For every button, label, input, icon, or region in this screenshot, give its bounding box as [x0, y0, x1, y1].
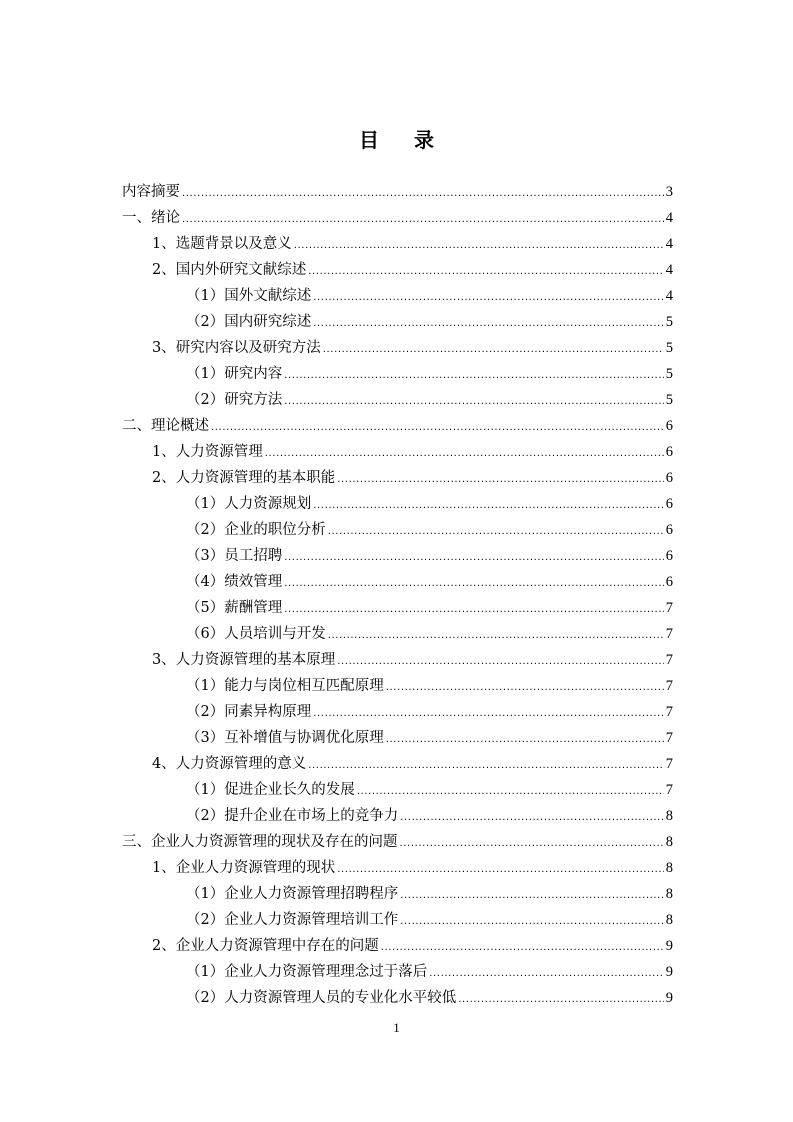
toc-dot-leader	[386, 734, 664, 745]
toc-dot-leader	[337, 656, 664, 667]
toc-entry-title: （5）薪酬管理	[186, 600, 283, 616]
toc-entry[interactable]	[122, 232, 673, 258]
toc-entry-title: （2）同素异构原理	[186, 704, 312, 720]
toc-entry-title: （1）国外文献综述	[186, 288, 312, 304]
toc-entry[interactable]	[122, 466, 673, 492]
toc-entry[interactable]	[122, 882, 673, 908]
toc-entry-title: 1、企业人力资源管理的现状	[152, 860, 336, 876]
toc-dot-leader	[308, 266, 664, 277]
toc-entry-page: 7	[665, 782, 673, 798]
page-title: 目 录	[359, 128, 448, 152]
toc-entry-page: 5	[665, 340, 673, 356]
toc-entry-page: 8	[665, 886, 673, 902]
toc-dot-leader	[211, 422, 664, 433]
toc-entry[interactable]	[122, 570, 673, 596]
toc-entry-page: 6	[665, 496, 673, 512]
toc-entry-page: 6	[665, 548, 673, 564]
toc-dot-leader	[284, 552, 664, 563]
toc-entry-page: 6	[665, 418, 673, 434]
toc-entry-title: 2、企业人力资源管理中存在的问题	[152, 938, 379, 954]
toc-dot-leader	[400, 890, 664, 901]
toc-entry[interactable]	[122, 596, 673, 622]
toc-dot-leader	[284, 578, 664, 589]
toc-entry-title: 1、选题背景以及意义	[152, 236, 292, 252]
toc-dot-leader	[308, 760, 664, 771]
toc-entry[interactable]	[122, 388, 673, 414]
toc-entry-title: （1）能力与岗位相互匹配原理	[186, 678, 384, 694]
toc-entry-page: 9	[665, 938, 673, 954]
toc-dot-leader	[328, 526, 664, 537]
toc-entry-page: 8	[665, 912, 673, 928]
toc-entry-title: 2、人力资源管理的基本职能	[152, 470, 336, 486]
toc-entry[interactable]	[122, 414, 673, 440]
toc-entry-title: 3、人力资源管理的基本原理	[152, 652, 336, 668]
toc-entry[interactable]	[122, 180, 673, 206]
toc-dot-leader	[284, 604, 664, 615]
toc-entry-title: 三、企业人力资源管理的现状及存在的问题	[122, 834, 398, 850]
toc-entry-title: （3）员工招聘	[186, 548, 283, 564]
toc-entry-title: 4、人力资源管理的意义	[152, 756, 307, 772]
page-number: 1	[393, 1020, 400, 1035]
toc-entry-page: 6	[665, 444, 673, 460]
toc-entry-page: 5	[665, 314, 673, 330]
toc-entry-title: 3、研究内容以及研究方法	[152, 340, 321, 356]
toc-entry-page: 5	[665, 392, 673, 408]
toc-entry[interactable]	[122, 440, 673, 466]
toc-entry[interactable]	[122, 908, 673, 934]
toc-dot-leader	[313, 318, 664, 329]
toc-entry-title: （3）互补增值与协调优化原理	[186, 730, 384, 746]
toc-entry-page: 6	[665, 574, 673, 590]
toc-entry-page: 6	[665, 522, 673, 538]
toc-dot-leader	[400, 838, 664, 849]
toc-entry[interactable]	[122, 778, 673, 804]
toc-entry[interactable]	[122, 934, 673, 960]
toc-entry-page: 6	[665, 470, 673, 486]
toc-entry[interactable]	[122, 804, 673, 830]
toc-entry-page: 7	[665, 652, 673, 668]
toc-entry-page: 8	[665, 860, 673, 876]
toc-entry[interactable]	[122, 960, 673, 986]
toc-entry[interactable]	[122, 622, 673, 648]
toc-entry-title: 二、理论概述	[122, 418, 209, 434]
toc-entry-title: （1）研究内容	[186, 366, 283, 382]
toc-entry-page: 3	[665, 184, 673, 200]
toc-entry[interactable]	[122, 648, 673, 674]
toc-entry[interactable]	[122, 674, 673, 700]
toc-entry-title: （2）企业人力资源管理培训工作	[186, 912, 399, 928]
toc-entry-page: 7	[665, 756, 673, 772]
toc-entry[interactable]	[122, 856, 673, 882]
toc-dot-leader	[328, 630, 664, 641]
toc-entry[interactable]	[122, 258, 673, 284]
toc-dot-leader	[386, 682, 664, 693]
toc-entry[interactable]	[122, 336, 673, 362]
toc-entry-title: （2）企业的职位分析	[186, 522, 326, 538]
toc-dot-leader	[400, 916, 664, 927]
table-of-contents	[122, 180, 673, 1012]
toc-entry-title: （4）绩效管理	[186, 574, 283, 590]
toc-entry[interactable]	[122, 492, 673, 518]
toc-entry-page: 4	[665, 210, 673, 226]
toc-entry-title: （2）提升企业在市场上的竞争力	[186, 808, 399, 824]
toc-entry-title: （1）企业人力资源管理理念过于落后	[186, 964, 428, 980]
toc-entry-page: 8	[665, 808, 673, 824]
toc-entry-title: （1）企业人力资源管理招聘程序	[186, 886, 399, 902]
toc-entry-title: （6）人员培训与开发	[186, 626, 326, 642]
toc-dot-leader	[294, 240, 664, 251]
toc-entry-title: 内容摘要	[122, 184, 180, 200]
toc-entry-title: （1）人力资源规划	[186, 496, 312, 512]
toc-entry-page: 5	[665, 366, 673, 382]
toc-entry-page: 4	[665, 236, 673, 252]
toc-entry[interactable]	[122, 206, 673, 232]
toc-entry-page: 7	[665, 678, 673, 694]
toc-dot-leader	[429, 968, 664, 979]
toc-entry[interactable]	[122, 310, 673, 336]
toc-entry[interactable]	[122, 544, 673, 570]
toc-dot-leader	[313, 292, 664, 303]
toc-dot-leader	[182, 214, 664, 225]
toc-entry[interactable]	[122, 986, 673, 1012]
toc-entry[interactable]	[122, 362, 673, 388]
toc-dot-leader	[313, 708, 664, 719]
toc-entry-page: 4	[665, 288, 673, 304]
toc-dot-leader	[381, 942, 664, 953]
toc-entry-page: 9	[665, 964, 673, 980]
toc-dot-leader	[400, 812, 664, 823]
toc-dot-leader	[313, 500, 664, 511]
toc-dot-leader	[357, 786, 664, 797]
toc-dot-leader	[284, 370, 664, 381]
toc-dot-leader	[182, 188, 664, 199]
toc-entry-title: （2）国内研究综述	[186, 314, 312, 330]
toc-dot-leader	[337, 474, 664, 485]
toc-entry[interactable]	[122, 518, 673, 544]
toc-entry-page: 7	[665, 626, 673, 642]
toc-entry-page: 4	[665, 262, 673, 278]
toc-dot-leader	[323, 344, 664, 355]
toc-entry[interactable]	[122, 830, 673, 856]
toc-entry[interactable]	[122, 284, 673, 310]
toc-entry[interactable]	[122, 700, 673, 726]
toc-entry-title: 一、绪论	[122, 210, 180, 226]
toc-entry-title: （1）促进企业长久的发展	[186, 782, 355, 798]
toc-entry-title: （2）人力资源管理人员的专业化水平较低	[186, 990, 457, 1006]
toc-dot-leader	[284, 396, 664, 407]
toc-entry-title: 1、人力资源管理	[152, 444, 263, 460]
toc-entry-page: 9	[665, 990, 673, 1006]
toc-entry-page: 7	[665, 730, 673, 746]
toc-entry[interactable]	[122, 752, 673, 778]
toc-dot-leader	[265, 448, 664, 459]
toc-entry-page: 8	[665, 834, 673, 850]
toc-entry-title: （2）研究方法	[186, 392, 283, 408]
toc-dot-leader	[458, 994, 664, 1005]
toc-entry-page: 7	[665, 600, 673, 616]
toc-dot-leader	[337, 864, 664, 875]
toc-entry-title: 2、国内外研究文献综述	[152, 262, 307, 278]
toc-entry[interactable]	[122, 726, 673, 752]
toc-entry-page: 7	[665, 704, 673, 720]
